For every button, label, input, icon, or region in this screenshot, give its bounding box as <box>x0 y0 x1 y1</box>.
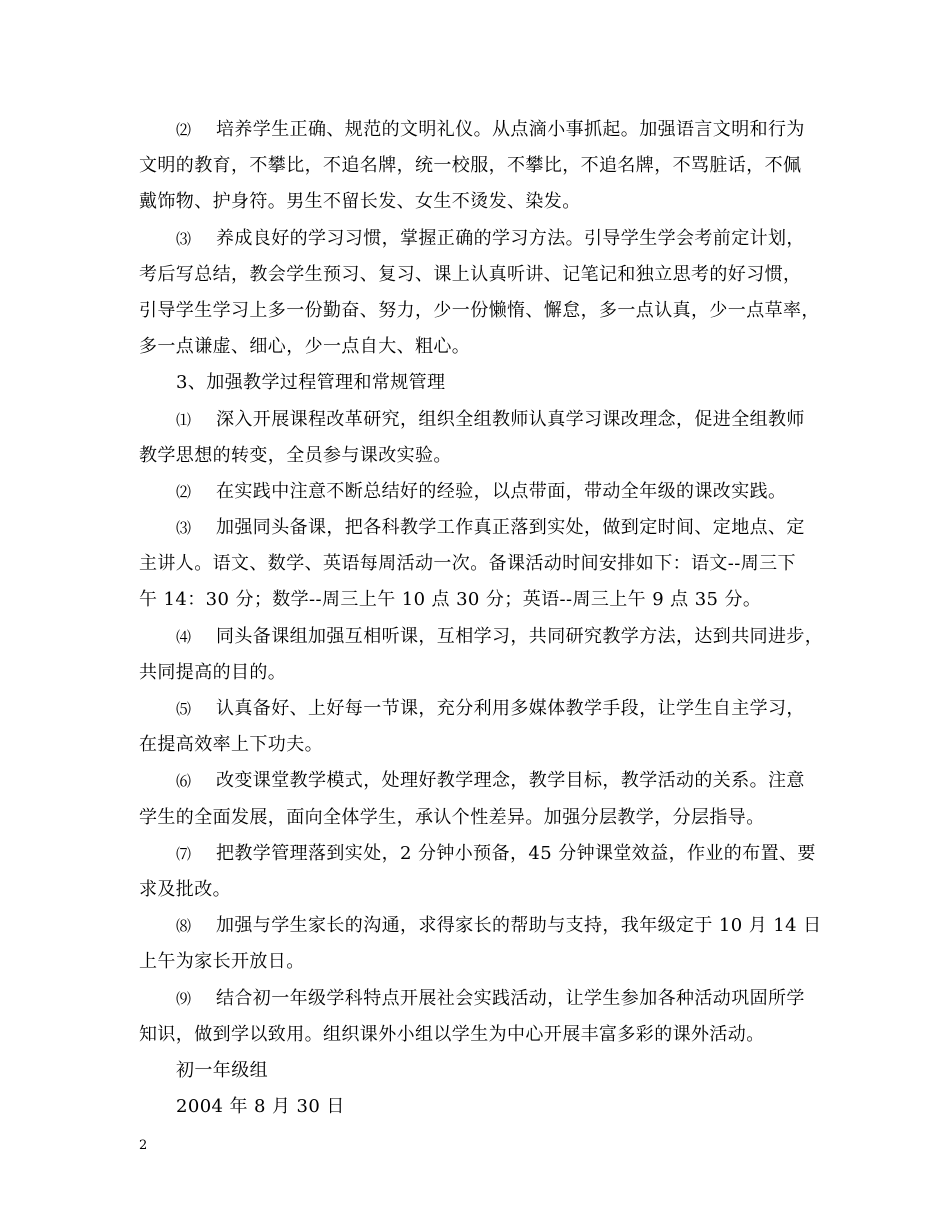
item-number: ⑼ <box>176 989 192 1008</box>
text-line <box>139 944 829 980</box>
text-line <box>139 112 829 148</box>
line-text: 在提高效率上下功夫。 <box>139 734 323 756</box>
text-line <box>139 763 829 799</box>
line-text: 认真备好、上好每一节课，充分利用多媒体教学手段，让学生自主学习， <box>216 698 805 719</box>
text-line <box>139 981 829 1017</box>
line-text: 2004 年 8 月 30 日 <box>176 1096 345 1118</box>
text-line <box>139 800 829 836</box>
item-number: ⑶ <box>176 519 192 538</box>
item-number: ⑶ <box>176 229 192 248</box>
text-line <box>139 221 829 257</box>
line-text: 加强与学生家长的沟通，求得家长的帮助与支持，我年级定于 10 月 14 日 <box>216 915 822 937</box>
line-text: 多一点谦虚、细心，少一点自大、粗心。 <box>139 336 471 358</box>
text-line <box>139 474 829 510</box>
line-text: 改变课堂教学模式，处理好教学理念，教学目标，教学活动的关系。注意 <box>216 770 805 792</box>
line-text: 上午为家长开放日。 <box>139 951 305 973</box>
paragraph <box>139 763 829 835</box>
page-number: 2 <box>139 1138 148 1153</box>
line-text: 知识，做到学以致用。组织课外小组以学生为中心开展丰富多彩的课外活动。 <box>139 1023 765 1045</box>
item-number: ⑺ <box>176 844 192 863</box>
line-text: 同头备课组加强互相听课，互相学习，共同研究教学方法，达到共同进步， <box>216 625 824 647</box>
text-line <box>139 546 829 582</box>
text-line <box>139 655 829 691</box>
text-line <box>139 582 829 618</box>
line-text: 初一年级组 <box>176 1059 268 1081</box>
paragraph <box>139 1053 829 1089</box>
text-line <box>139 402 829 438</box>
line-text: 求及批改。 <box>139 878 231 900</box>
text-line <box>139 510 829 546</box>
text-line <box>139 1017 829 1053</box>
line-text: 共同提高的目的。 <box>139 661 287 683</box>
text-line <box>139 908 829 944</box>
line-text: 3、加强教学过程管理和常规管理 <box>176 372 446 394</box>
line-text: 在实践中注意不断总结好的经验，以点带面，带动全年级的课改实践。 <box>216 480 787 502</box>
paragraph <box>139 221 829 366</box>
item-number: ⑵ <box>176 482 192 501</box>
line-text: 养成良好的学习习惯，掌握正确的学习方法。引导学生学会考前定计划， <box>216 227 805 249</box>
line-text: 把教学管理落到实处，2 分钟小预备，45 分钟课堂效益，作业的布置、要 <box>216 842 816 864</box>
line-text: 加强同头备课，把各科教学工作真正落到实处，做到定时间、定地点、定 <box>216 517 805 539</box>
text-line <box>139 365 829 401</box>
paragraph <box>139 112 829 221</box>
paragraph <box>139 619 829 691</box>
paragraph <box>139 365 829 401</box>
text-line <box>139 293 829 329</box>
item-number: ⑸ <box>176 700 192 718</box>
line-text: 戴饰物、护身符。男生不留长发、女生不烫发、染发。 <box>139 191 581 213</box>
paragraph <box>139 981 829 1053</box>
paragraph <box>139 1089 829 1125</box>
document-body <box>139 112 829 1125</box>
paragraph <box>139 510 829 619</box>
item-number: ⑷ <box>176 627 192 646</box>
text-line <box>139 184 829 220</box>
line-text: 教学思想的转变，全员参与课改实验。 <box>139 444 452 466</box>
item-number: ⑹ <box>176 772 192 791</box>
text-line <box>139 257 829 293</box>
paragraph <box>139 402 829 474</box>
text-line <box>139 1089 829 1125</box>
text-line <box>139 329 829 365</box>
line-text: 主讲人。语文、数学、英语每周活动一次。备课活动时间安排如下：语文--周三下 <box>139 553 796 575</box>
line-text: 学生的全面发展，面向全体学生，承认个性差异。加强分层教学，分层指导。 <box>139 806 765 828</box>
text-line <box>139 836 829 872</box>
text-line <box>139 148 829 184</box>
paragraph <box>139 836 829 908</box>
text-line <box>139 727 829 763</box>
text-line <box>139 872 829 908</box>
line-text: 结合初一年级学科特点开展社会实践活动，让学生参加各种活动巩固所学 <box>216 987 805 1009</box>
text-line <box>139 619 829 655</box>
line-text: 文明的教育，不攀比，不追名牌，统一校服，不攀比，不追名牌，不骂脏话，不佩 <box>139 155 802 177</box>
paragraph <box>139 474 829 510</box>
line-text: 培养学生正确、规范的文明礼仪。从点滴小事抓起。加强语言文明和行为 <box>216 119 805 140</box>
item-number: ⑵ <box>176 121 192 139</box>
text-line <box>139 691 829 727</box>
line-text: 引导学生学习上多一份勤奋、努力，少一份懒惰、懈怠，多一点认真，少一点草率， <box>139 299 820 321</box>
line-text: 深入开展课程改革研究，组织全组教师认真学习课改理念，促进全组教师 <box>216 408 805 430</box>
paragraph <box>139 691 829 763</box>
line-text: 考后写总结，教会学生预习、复习、课上认真听讲、记笔记和独立思考的好习惯， <box>139 263 802 285</box>
text-line <box>139 1053 829 1089</box>
paragraph <box>139 908 829 980</box>
item-number: ⑴ <box>176 410 192 429</box>
line-text: 午 14：30 分；数学--周三上午 10 点 30 分；英语--周三上午 9 点 35 分。 <box>139 589 762 611</box>
item-number: ⑻ <box>176 917 192 936</box>
text-line <box>139 438 829 474</box>
